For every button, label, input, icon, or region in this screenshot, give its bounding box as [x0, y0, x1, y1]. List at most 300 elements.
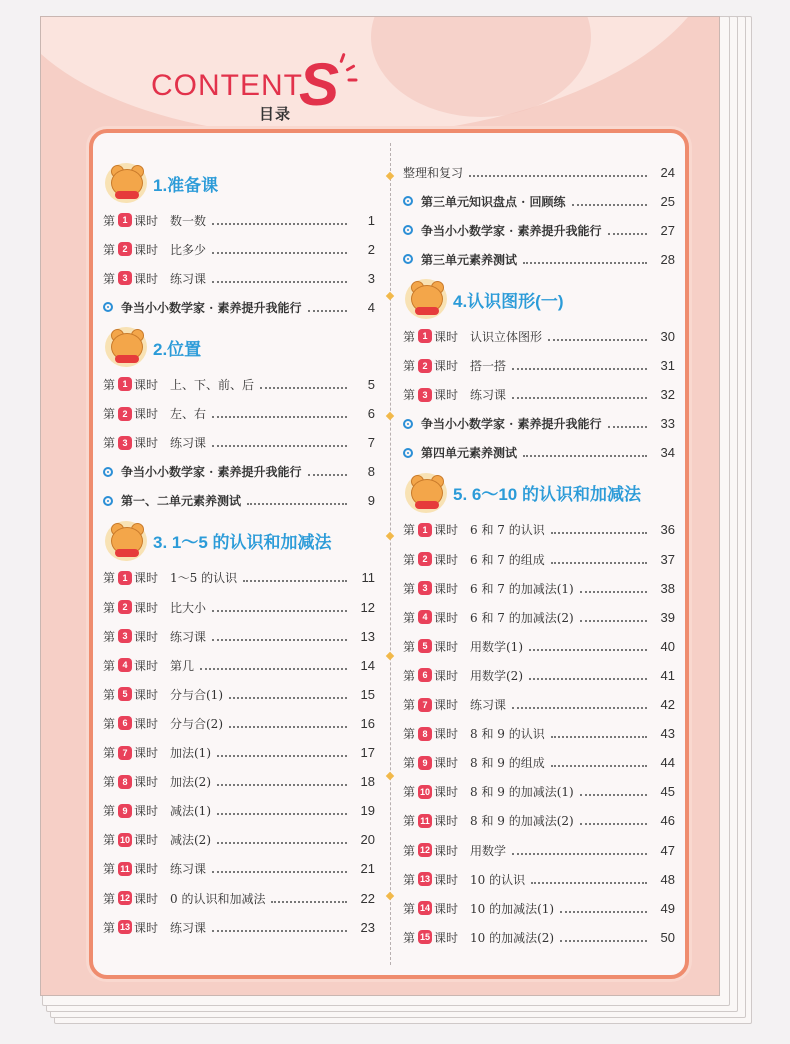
toc-lesson-row[interactable] — [403, 355, 675, 377]
lesson-title: 减法(1) — [170, 804, 211, 819]
star-icon — [386, 532, 394, 540]
dot-leader — [212, 438, 347, 447]
lesson-number-badge: 1 — [418, 329, 432, 343]
toc-extra-row[interactable] — [403, 248, 675, 270]
page-number: 19 — [360, 803, 375, 819]
lesson-prefix: 第 — [103, 658, 116, 673]
lesson-suffix: 课时 — [434, 901, 459, 916]
extra-title: 第四单元素养测试 — [421, 446, 518, 461]
dot-leader — [512, 846, 647, 855]
dot-leader — [308, 303, 347, 312]
toc-lesson-row[interactable] — [103, 625, 375, 647]
lesson-suffix: 课时 — [434, 552, 459, 567]
toc-lesson-row[interactable] — [103, 209, 375, 231]
section-title: 2.位置 — [153, 339, 202, 359]
dot-leader — [217, 835, 347, 844]
lesson-title: 认识立体图形 — [470, 329, 543, 344]
toc-lesson-row[interactable] — [103, 771, 375, 793]
lesson-prefix: 第 — [103, 271, 116, 286]
lesson-title: 10 的认识 — [470, 872, 526, 887]
dot-leader — [271, 894, 347, 903]
lesson-number-badge: 7 — [418, 698, 432, 712]
page-number: 28 — [660, 251, 675, 267]
dot-leader — [608, 226, 647, 235]
lesson-title: 比多少 — [170, 242, 207, 257]
contents-page — [40, 16, 720, 996]
page-number: 34 — [660, 445, 675, 461]
dot-leader — [560, 904, 647, 913]
dot-leader — [212, 409, 347, 418]
lesson-number-badge: 9 — [118, 804, 132, 818]
lesson-title: 加法(2) — [170, 775, 211, 790]
lesson-prefix: 第 — [103, 600, 116, 615]
page-number: 45 — [660, 784, 675, 800]
lesson-number-badge: 3 — [118, 629, 132, 643]
page-number: 4 — [367, 299, 375, 315]
star-icon — [386, 772, 394, 780]
dot-leader — [529, 671, 647, 680]
lesson-title: 比大小 — [170, 600, 207, 615]
toc-lesson-row[interactable] — [403, 635, 675, 657]
lesson-number-badge: 12 — [419, 845, 430, 855]
toc-lesson-row[interactable] — [403, 577, 675, 599]
lesson-prefix: 第 — [103, 213, 116, 228]
page-number: 9 — [367, 493, 375, 509]
lesson-prefix: 第 — [103, 571, 116, 586]
page-number: 33 — [660, 416, 675, 432]
dot-leader — [217, 777, 347, 786]
lesson-number-badge: 2 — [418, 359, 432, 373]
lesson-number-badge: 15 — [419, 932, 430, 943]
toc-lesson-row[interactable] — [103, 858, 375, 880]
lesson-suffix: 课时 — [434, 523, 459, 538]
toc-lesson-row[interactable] — [403, 664, 675, 686]
lesson-prefix: 第 — [103, 891, 116, 906]
page-number: 1 — [367, 212, 375, 228]
toc-extra-row[interactable] — [403, 161, 675, 183]
toc-extra-row[interactable] — [403, 413, 675, 435]
lesson-number-badge: 14 — [419, 903, 430, 914]
dot-leader — [551, 758, 647, 767]
dot-leader — [469, 168, 647, 177]
toc-lesson-row[interactable] — [403, 606, 675, 628]
dot-leader — [212, 245, 347, 254]
page-number: 38 — [660, 580, 675, 596]
lesson-title: 加法(1) — [170, 746, 211, 760]
toc-lesson-row[interactable] — [103, 567, 375, 589]
lesson-suffix: 课时 — [134, 407, 159, 421]
dot-leader — [560, 933, 647, 942]
lesson-number-badge: 1 — [118, 377, 132, 391]
lesson-prefix: 第 — [403, 388, 416, 403]
toc-extra-row[interactable] — [103, 461, 375, 483]
toc-lesson-row[interactable] — [403, 694, 675, 716]
page-number: 50 — [660, 929, 675, 945]
lesson-suffix: 课时 — [434, 814, 459, 829]
page-number: 43 — [660, 726, 675, 742]
lesson-suffix: 课时 — [134, 775, 159, 790]
lesson-suffix: 课时 — [134, 862, 159, 877]
page-number: 36 — [660, 522, 675, 538]
toc-lesson-row[interactable] — [403, 384, 675, 406]
lesson-title: 分与合(1) — [170, 687, 223, 702]
toc-lesson-row[interactable] — [103, 683, 375, 705]
lesson-prefix: 第 — [103, 746, 116, 760]
page-number: 31 — [660, 358, 675, 373]
toc-lesson-row[interactable] — [103, 916, 375, 938]
page-number: 47 — [660, 842, 675, 858]
lesson-prefix: 第 — [403, 610, 416, 625]
toc-lesson-row[interactable] — [403, 868, 675, 890]
toc-lesson-row[interactable] — [103, 403, 375, 425]
toc-extra-row[interactable] — [403, 219, 675, 241]
lesson-number-badge: 2 — [118, 407, 132, 421]
page-number: 5 — [367, 376, 375, 392]
lesson-suffix: 课时 — [434, 388, 459, 403]
page-number: 8 — [367, 464, 375, 480]
lesson-suffix: 课时 — [134, 687, 159, 702]
section-heading — [407, 473, 641, 513]
circle-bullet-icon — [403, 448, 413, 458]
bear-mascot-icon — [107, 521, 147, 561]
lesson-title: 练习课 — [470, 698, 507, 712]
lesson-prefix: 第 — [103, 687, 116, 702]
toc-extra-row[interactable] — [103, 490, 375, 512]
section-title: 3. 1～5 的认识和加减法 — [153, 533, 332, 553]
toc-extra-row[interactable] — [103, 296, 375, 318]
page-number: 20 — [360, 832, 375, 848]
lesson-title: 8 和 9 的认识 — [470, 727, 545, 742]
dot-leader — [512, 361, 647, 370]
lesson-number-badge: 2 — [118, 600, 132, 614]
lesson-prefix: 第 — [103, 920, 116, 935]
lesson-suffix: 课时 — [134, 716, 159, 731]
lesson-number-badge: 6 — [118, 716, 132, 730]
lesson-number-badge: 1 — [418, 523, 432, 537]
lesson-title: 6 和 7 的加减法(1) — [470, 581, 574, 596]
toc-lesson-row[interactable] — [403, 926, 675, 948]
lesson-title: 练习课 — [170, 920, 207, 935]
dot-leader — [531, 875, 647, 884]
circle-bullet-icon — [403, 196, 413, 206]
page-number: 21 — [360, 861, 375, 877]
lesson-prefix: 第 — [403, 698, 416, 712]
bear-mascot-icon — [107, 163, 147, 203]
toc-lesson-row[interactable] — [403, 752, 675, 774]
lesson-prefix: 第 — [103, 862, 116, 877]
lesson-suffix: 课时 — [134, 600, 159, 615]
lesson-number-badge: 7 — [118, 746, 132, 760]
lesson-number-badge: 10 — [419, 786, 430, 797]
lesson-suffix: 课时 — [134, 571, 159, 586]
section-title: 1.准备课 — [153, 175, 219, 195]
page-number: 3 — [367, 270, 375, 286]
page-number: 18 — [360, 774, 375, 790]
lesson-title: 用数学(1) — [470, 639, 523, 654]
dot-leader — [217, 806, 347, 815]
page-number: 15 — [360, 686, 375, 702]
dot-leader — [212, 923, 347, 932]
lesson-prefix: 第 — [103, 833, 116, 848]
dot-leader — [229, 719, 347, 728]
dot-leader — [580, 613, 647, 622]
lesson-title: 搭一搭 — [470, 359, 507, 373]
column-divider — [390, 143, 391, 965]
lesson-title: 减法(2) — [170, 833, 211, 848]
circle-bullet-icon — [103, 302, 113, 312]
lesson-number-badge: 1 — [118, 571, 132, 585]
lesson-number-badge: 13 — [419, 874, 430, 885]
toc-lesson-row[interactable] — [103, 654, 375, 676]
toc-lesson-row[interactable] — [103, 887, 375, 909]
page-number: 17 — [360, 745, 375, 760]
lesson-suffix: 课时 — [134, 658, 159, 673]
lesson-number-badge: 12 — [119, 893, 130, 903]
extra-title: 争当小小数学家 · 素养提升我能行 — [121, 300, 302, 315]
toc-lesson-row[interactable] — [103, 829, 375, 851]
lesson-suffix: 课时 — [434, 930, 459, 945]
lesson-prefix: 第 — [103, 436, 116, 451]
page-number: 44 — [660, 755, 675, 771]
lesson-suffix: 课时 — [134, 804, 159, 819]
toc-lesson-row[interactable] — [103, 742, 375, 764]
section-title: 4.认识图形(一) — [453, 291, 564, 311]
page-number: 30 — [660, 328, 675, 344]
lesson-suffix: 课时 — [434, 785, 459, 800]
dot-leader — [217, 748, 347, 757]
lesson-number-badge: 4 — [118, 658, 132, 672]
extra-title: 争当小小数学家 · 素养提升我能行 — [421, 417, 602, 432]
toc-lesson-row[interactable] — [403, 325, 675, 347]
toc-panel — [89, 129, 689, 979]
toc-lesson-row[interactable] — [403, 810, 675, 832]
lesson-suffix: 课时 — [134, 242, 159, 257]
dot-leader — [551, 525, 647, 534]
lesson-prefix: 第 — [103, 804, 116, 819]
lesson-number-badge: 3 — [118, 436, 132, 450]
lesson-number-badge: 3 — [418, 388, 432, 402]
extra-title: 第三单元素养测试 — [421, 252, 518, 267]
lesson-title: 0 的认识和加减法 — [170, 891, 266, 906]
circle-bullet-icon — [403, 225, 413, 235]
toc-lesson-row[interactable] — [103, 432, 375, 454]
lesson-title: 练习课 — [170, 271, 207, 286]
toc-lesson-row[interactable] — [103, 238, 375, 260]
lesson-prefix: 第 — [403, 930, 416, 945]
lesson-suffix: 课时 — [434, 698, 459, 712]
extra-title: 第三单元知识盘点 · 回顾练 — [421, 194, 566, 209]
logo-text-cn: 目录 — [259, 105, 292, 123]
lesson-title: 数一数 — [170, 213, 207, 228]
page-number: 32 — [660, 387, 675, 403]
lesson-number-badge: 10 — [119, 834, 130, 845]
lesson-prefix: 第 — [103, 377, 116, 392]
page-number: 37 — [660, 551, 675, 567]
dot-leader — [212, 274, 347, 283]
dot-leader — [243, 573, 347, 582]
extra-title: 争当小小数学家 · 素养提升我能行 — [421, 223, 602, 238]
lesson-prefix: 第 — [403, 901, 416, 916]
page-number: 22 — [360, 890, 375, 906]
section-heading — [107, 163, 218, 203]
dot-leader — [247, 496, 347, 505]
lesson-title: 上、下、前、后 — [170, 377, 255, 392]
dot-leader — [548, 332, 647, 341]
logo-letter-s: S — [299, 51, 340, 118]
lesson-title: 分与合(2) — [170, 716, 223, 731]
page-number: 25 — [660, 193, 675, 209]
lesson-title: 6 和 7 的组成 — [470, 552, 545, 567]
lesson-number-badge: 5 — [418, 639, 432, 653]
lesson-suffix: 课时 — [434, 727, 459, 742]
lesson-suffix: 课时 — [434, 843, 459, 858]
toc-extra-row[interactable] — [403, 190, 675, 212]
lesson-title: 6 和 7 的加减法(2) — [470, 610, 574, 625]
lesson-suffix: 课时 — [134, 920, 159, 935]
toc-lesson-row[interactable] — [403, 839, 675, 861]
dot-leader — [308, 467, 347, 476]
page-number: 24 — [660, 164, 675, 180]
extra-title: 第一、二单元素养测试 — [121, 494, 242, 509]
toc-lesson-row[interactable] — [403, 548, 675, 570]
plain-title: 整理和复习 — [403, 165, 464, 180]
lesson-number-badge: 2 — [418, 552, 432, 566]
page-number: 13 — [360, 628, 375, 644]
lesson-suffix: 课时 — [134, 833, 159, 848]
page-number: 46 — [660, 813, 675, 829]
lesson-suffix: 课时 — [434, 756, 459, 771]
lesson-suffix: 课时 — [434, 359, 459, 373]
page-number: 49 — [660, 900, 675, 916]
lesson-suffix: 课时 — [134, 271, 159, 286]
lesson-title: 第几 — [170, 658, 195, 673]
lesson-suffix: 课时 — [134, 436, 159, 451]
page-number: 14 — [360, 657, 375, 673]
lesson-title: 左、右 — [170, 407, 207, 421]
page-number: 39 — [660, 609, 675, 625]
dot-leader — [529, 642, 647, 651]
lesson-number-badge: 8 — [418, 727, 432, 741]
lesson-title: 练习课 — [470, 388, 507, 403]
lesson-suffix: 课时 — [134, 891, 159, 906]
lesson-title: 1～5 的认识 — [170, 571, 238, 586]
page-number: 41 — [660, 667, 675, 683]
page-number: 6 — [367, 406, 375, 421]
lesson-title: 10 的加减法(1) — [470, 901, 555, 916]
dot-leader — [551, 555, 647, 564]
star-icon — [386, 412, 394, 420]
dot-leader — [212, 864, 347, 873]
dot-leader — [212, 216, 347, 225]
lesson-prefix: 第 — [103, 242, 116, 257]
section-title: 5. 6～10 的认识和加减法 — [453, 485, 641, 505]
toc-lesson-row[interactable] — [103, 373, 375, 395]
lesson-prefix: 第 — [403, 329, 416, 344]
page-number: 42 — [660, 697, 675, 712]
lesson-suffix: 课时 — [434, 329, 459, 344]
lesson-number-badge: 8 — [118, 775, 132, 789]
lesson-number-badge: 6 — [418, 668, 432, 682]
page-number: 16 — [360, 715, 375, 731]
lesson-suffix: 课时 — [434, 872, 459, 887]
lesson-prefix: 第 — [403, 359, 416, 373]
dot-leader — [551, 729, 647, 738]
lesson-title: 练习课 — [170, 436, 207, 451]
lesson-prefix: 第 — [403, 872, 416, 887]
lesson-title: 8 和 9 的组成 — [470, 756, 545, 771]
page-number: 7 — [367, 435, 375, 451]
star-icon — [386, 892, 394, 900]
page-number: 2 — [367, 241, 375, 257]
dot-leader — [580, 787, 647, 796]
lesson-number-badge: 13 — [119, 922, 130, 933]
lesson-number-badge: 3 — [418, 581, 432, 595]
bear-mascot-icon — [407, 473, 447, 513]
toc-lesson-row[interactable] — [103, 267, 375, 289]
dot-leader — [523, 448, 647, 457]
lesson-prefix: 第 — [403, 843, 416, 858]
star-icon — [386, 292, 394, 300]
lesson-prefix: 第 — [403, 581, 416, 596]
lesson-prefix: 第 — [103, 716, 116, 731]
page-number: 40 — [660, 638, 675, 654]
bear-mascot-icon — [407, 279, 447, 319]
lesson-number-badge: 2 — [118, 242, 132, 256]
dot-leader — [229, 690, 347, 699]
lesson-prefix: 第 — [403, 523, 416, 538]
star-icon — [386, 652, 394, 660]
page-number: 23 — [360, 919, 375, 935]
lesson-prefix: 第 — [403, 814, 416, 829]
lesson-number-badge: 4 — [418, 610, 432, 624]
lesson-number-badge: 1 — [118, 213, 132, 227]
lesson-number-badge: 5 — [118, 687, 132, 701]
toc-extra-row[interactable] — [403, 442, 675, 464]
circle-bullet-icon — [103, 496, 113, 506]
section-heading — [407, 279, 564, 319]
lesson-suffix: 课时 — [434, 639, 459, 654]
toc-lesson-row[interactable] — [403, 781, 675, 803]
page-number: 11 — [361, 570, 375, 586]
toc-lesson-row[interactable] — [403, 723, 675, 745]
lesson-title: 8 和 9 的加减法(2) — [470, 814, 574, 829]
toc-lesson-row[interactable] — [103, 712, 375, 734]
lesson-prefix: 第 — [103, 775, 116, 790]
toc-lesson-row[interactable] — [103, 800, 375, 822]
circle-bullet-icon — [403, 419, 413, 429]
dot-leader — [212, 632, 347, 641]
toc-lesson-row[interactable] — [403, 897, 675, 919]
lesson-suffix: 课时 — [134, 629, 159, 644]
lesson-title: 练习课 — [170, 862, 207, 877]
star-icon — [386, 172, 394, 180]
toc-lesson-row[interactable] — [403, 519, 675, 541]
lesson-title: 6 和 7 的认识 — [470, 523, 545, 538]
lesson-number-badge: 11 — [418, 814, 432, 828]
sparkle-icon — [348, 79, 358, 82]
lesson-prefix: 第 — [403, 727, 416, 742]
lesson-suffix: 课时 — [434, 668, 459, 683]
section-heading — [107, 327, 201, 367]
lesson-prefix: 第 — [403, 552, 416, 567]
lesson-suffix: 课时 — [434, 610, 459, 625]
lesson-prefix: 第 — [103, 629, 116, 644]
logo-text-en: CONTENT — [151, 69, 303, 102]
dot-leader — [200, 661, 347, 670]
dot-leader — [512, 700, 647, 709]
toc-lesson-row[interactable] — [103, 596, 375, 618]
lesson-suffix: 课时 — [134, 377, 159, 392]
